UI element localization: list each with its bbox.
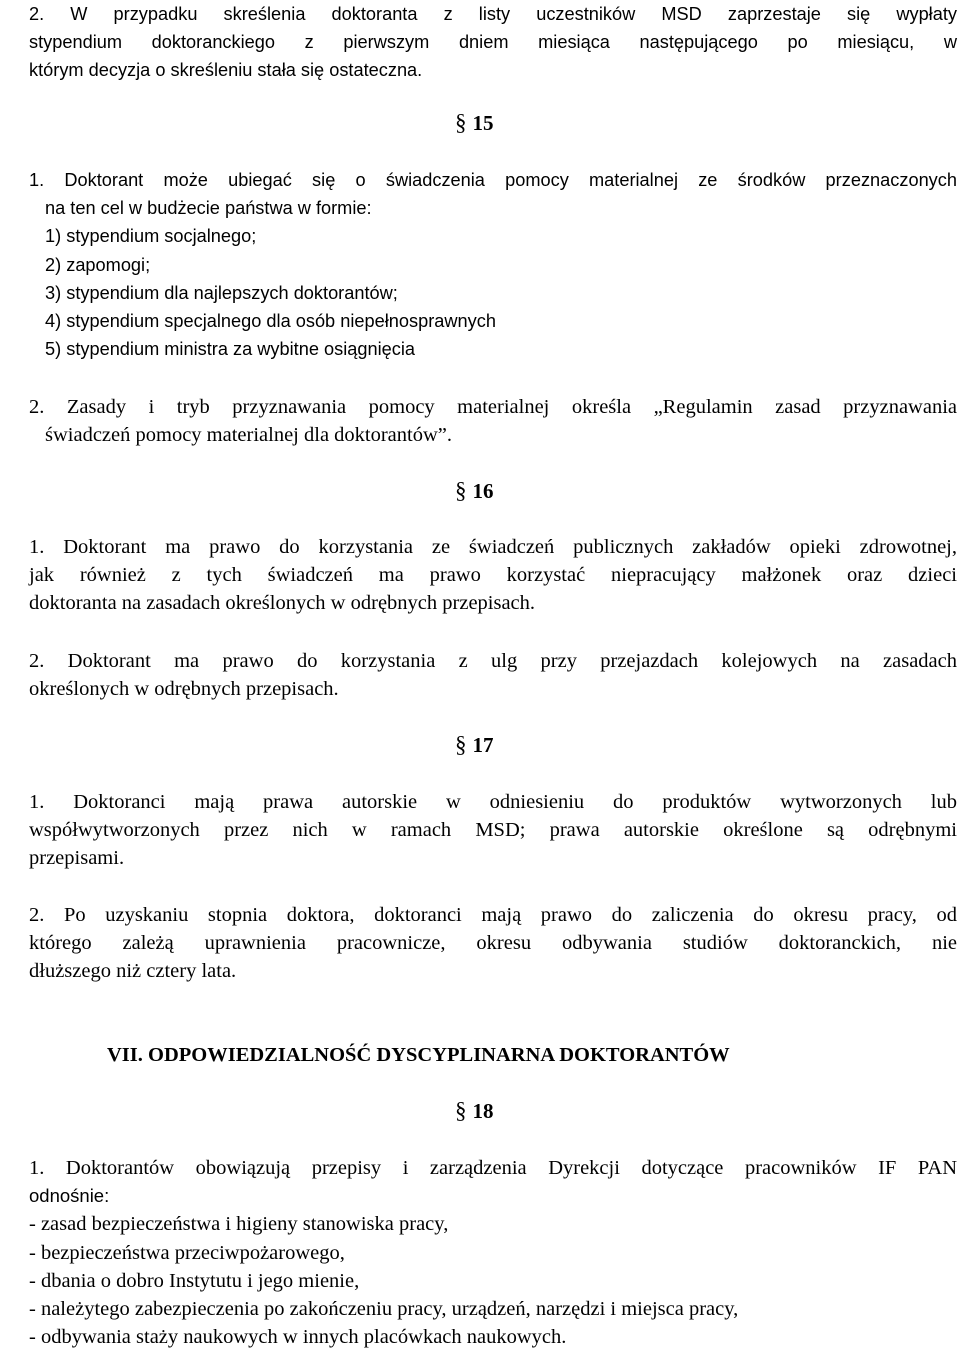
text-line: określonych w odrębnych przepisach.: [29, 678, 339, 701]
text-line: przepisami.: [29, 847, 125, 870]
list-item: 3) stypendium dla najlepszych doktorantów;: [45, 282, 398, 303]
text-line: 2. Po uzyskaniu stopnia doktora, doktoranci mają prawo do zaliczenia do okresu pracy, od: [29, 904, 957, 926]
text-line: na ten cel w budżecie państwa w formie:: [45, 198, 372, 219]
section-symbol: §: [455, 478, 467, 503]
text-line: doktoranta na zasadach określonych w odrębnych przepisach.: [29, 592, 536, 615]
list-item: 5) stypendium ministra za wybitne osiągnięcia: [45, 339, 415, 360]
section-heading-17: [455, 732, 494, 758]
text-line: 1. Doktoranci mają prawa autorskie w odniesieniu do produktów wytworzonych lub: [29, 791, 957, 813]
chapter-heading: VII. ODPOWIEDZIALNOŚĆ DYSCYPLINARNA DOKTORANTÓW: [107, 1044, 730, 1066]
list-item: - odbywania staży naukowych w innych placówkach naukowych.: [29, 1326, 567, 1349]
list-item: - należytego zabezpieczenia po zakończeniu pracy, urządzeń, narzędzi i miejsca pracy,: [29, 1298, 739, 1321]
section-number: 17: [472, 733, 494, 757]
text-line: 2. Doktorant ma prawo do korzystania z ulg przy przejazdach kolejowych na zasadach: [29, 650, 957, 672]
section-number: 16: [472, 479, 494, 503]
text-line: 2. W przypadku skreślenia doktoranta z listy uczestników MSD zaprzestaje się wypłaty: [29, 4, 957, 24]
paragraph-18-1: [29, 1154, 957, 1351]
text-line: 2. Zasady i tryb przyznawania pomocy materialnej określa „Regulamin zasad przyznawania: [29, 396, 957, 418]
list-item: - dbania o dobro Instytutu i jego mienie,: [29, 1269, 360, 1292]
paragraph-termination-stipend: [29, 0, 957, 85]
section-number: 18: [472, 1099, 494, 1123]
section-heading-18: [455, 1098, 494, 1124]
list-item: - bezpieczeństwa przeciwpożarowego,: [29, 1241, 345, 1264]
text-line: stypendium doktoranckiego z pierwszym dniem miesiąca następującego po miesiącu, w: [29, 32, 957, 53]
section-heading-15: [455, 110, 494, 136]
text-line: którym decyzja o skreśleniu stała się ostateczna.: [29, 60, 423, 81]
text-line: 1. Doktorant ma prawo do korzystania ze świadczeń publicznych zakładów opieki zdrowotnej,: [29, 536, 957, 558]
section-number: 15: [472, 111, 494, 135]
text-line: współwytworzonych przez nich w ramach MSD; prawa autorskie określone są odrębnymi: [29, 819, 957, 842]
paragraph-16-2: [29, 647, 957, 703]
paragraph-17-2: [29, 901, 957, 986]
paragraph-15-1: [29, 166, 957, 363]
paragraph-16-1: [29, 533, 957, 618]
section-symbol: §: [455, 1098, 467, 1123]
paragraph-17-1: [29, 788, 957, 873]
list-item: 1) stypendium socjalnego;: [45, 226, 257, 247]
text-line: dłuższego niż cztery lata.: [29, 960, 237, 983]
list-item: - zasad bezpieczeństwa i higieny stanowiska pracy,: [29, 1213, 449, 1236]
text-line: świadczeń pomocy materialnej dla doktorantów”.: [45, 424, 453, 447]
text-line: 1. Doktorant może ubiegać się o świadczenia pomocy materialnej ze środków przeznaczonych: [29, 170, 957, 190]
text-line: 1. Doktorantów obowiązują przepisy i zarządzenia Dyrekcji dotyczące pracowników IF PAN: [29, 1157, 957, 1179]
section-heading-16: [455, 478, 494, 504]
text-line: którego zależą uprawnienia pracownicze, okresu odbywania studiów doktoranckich, nie: [29, 932, 957, 955]
text-line: odnośnie:: [29, 1185, 110, 1207]
section-symbol: §: [455, 732, 467, 757]
list-item: 2) zapomogi;: [45, 254, 151, 275]
paragraph-15-2: [29, 393, 957, 449]
list-item: 4) stypendium specjalnego dla osób niepełnosprawnych: [45, 311, 496, 332]
section-symbol: §: [455, 110, 467, 135]
text-line: jak również z tych świadczeń ma prawo korzystać niepracujący małżonek oraz dzieci: [29, 564, 957, 587]
